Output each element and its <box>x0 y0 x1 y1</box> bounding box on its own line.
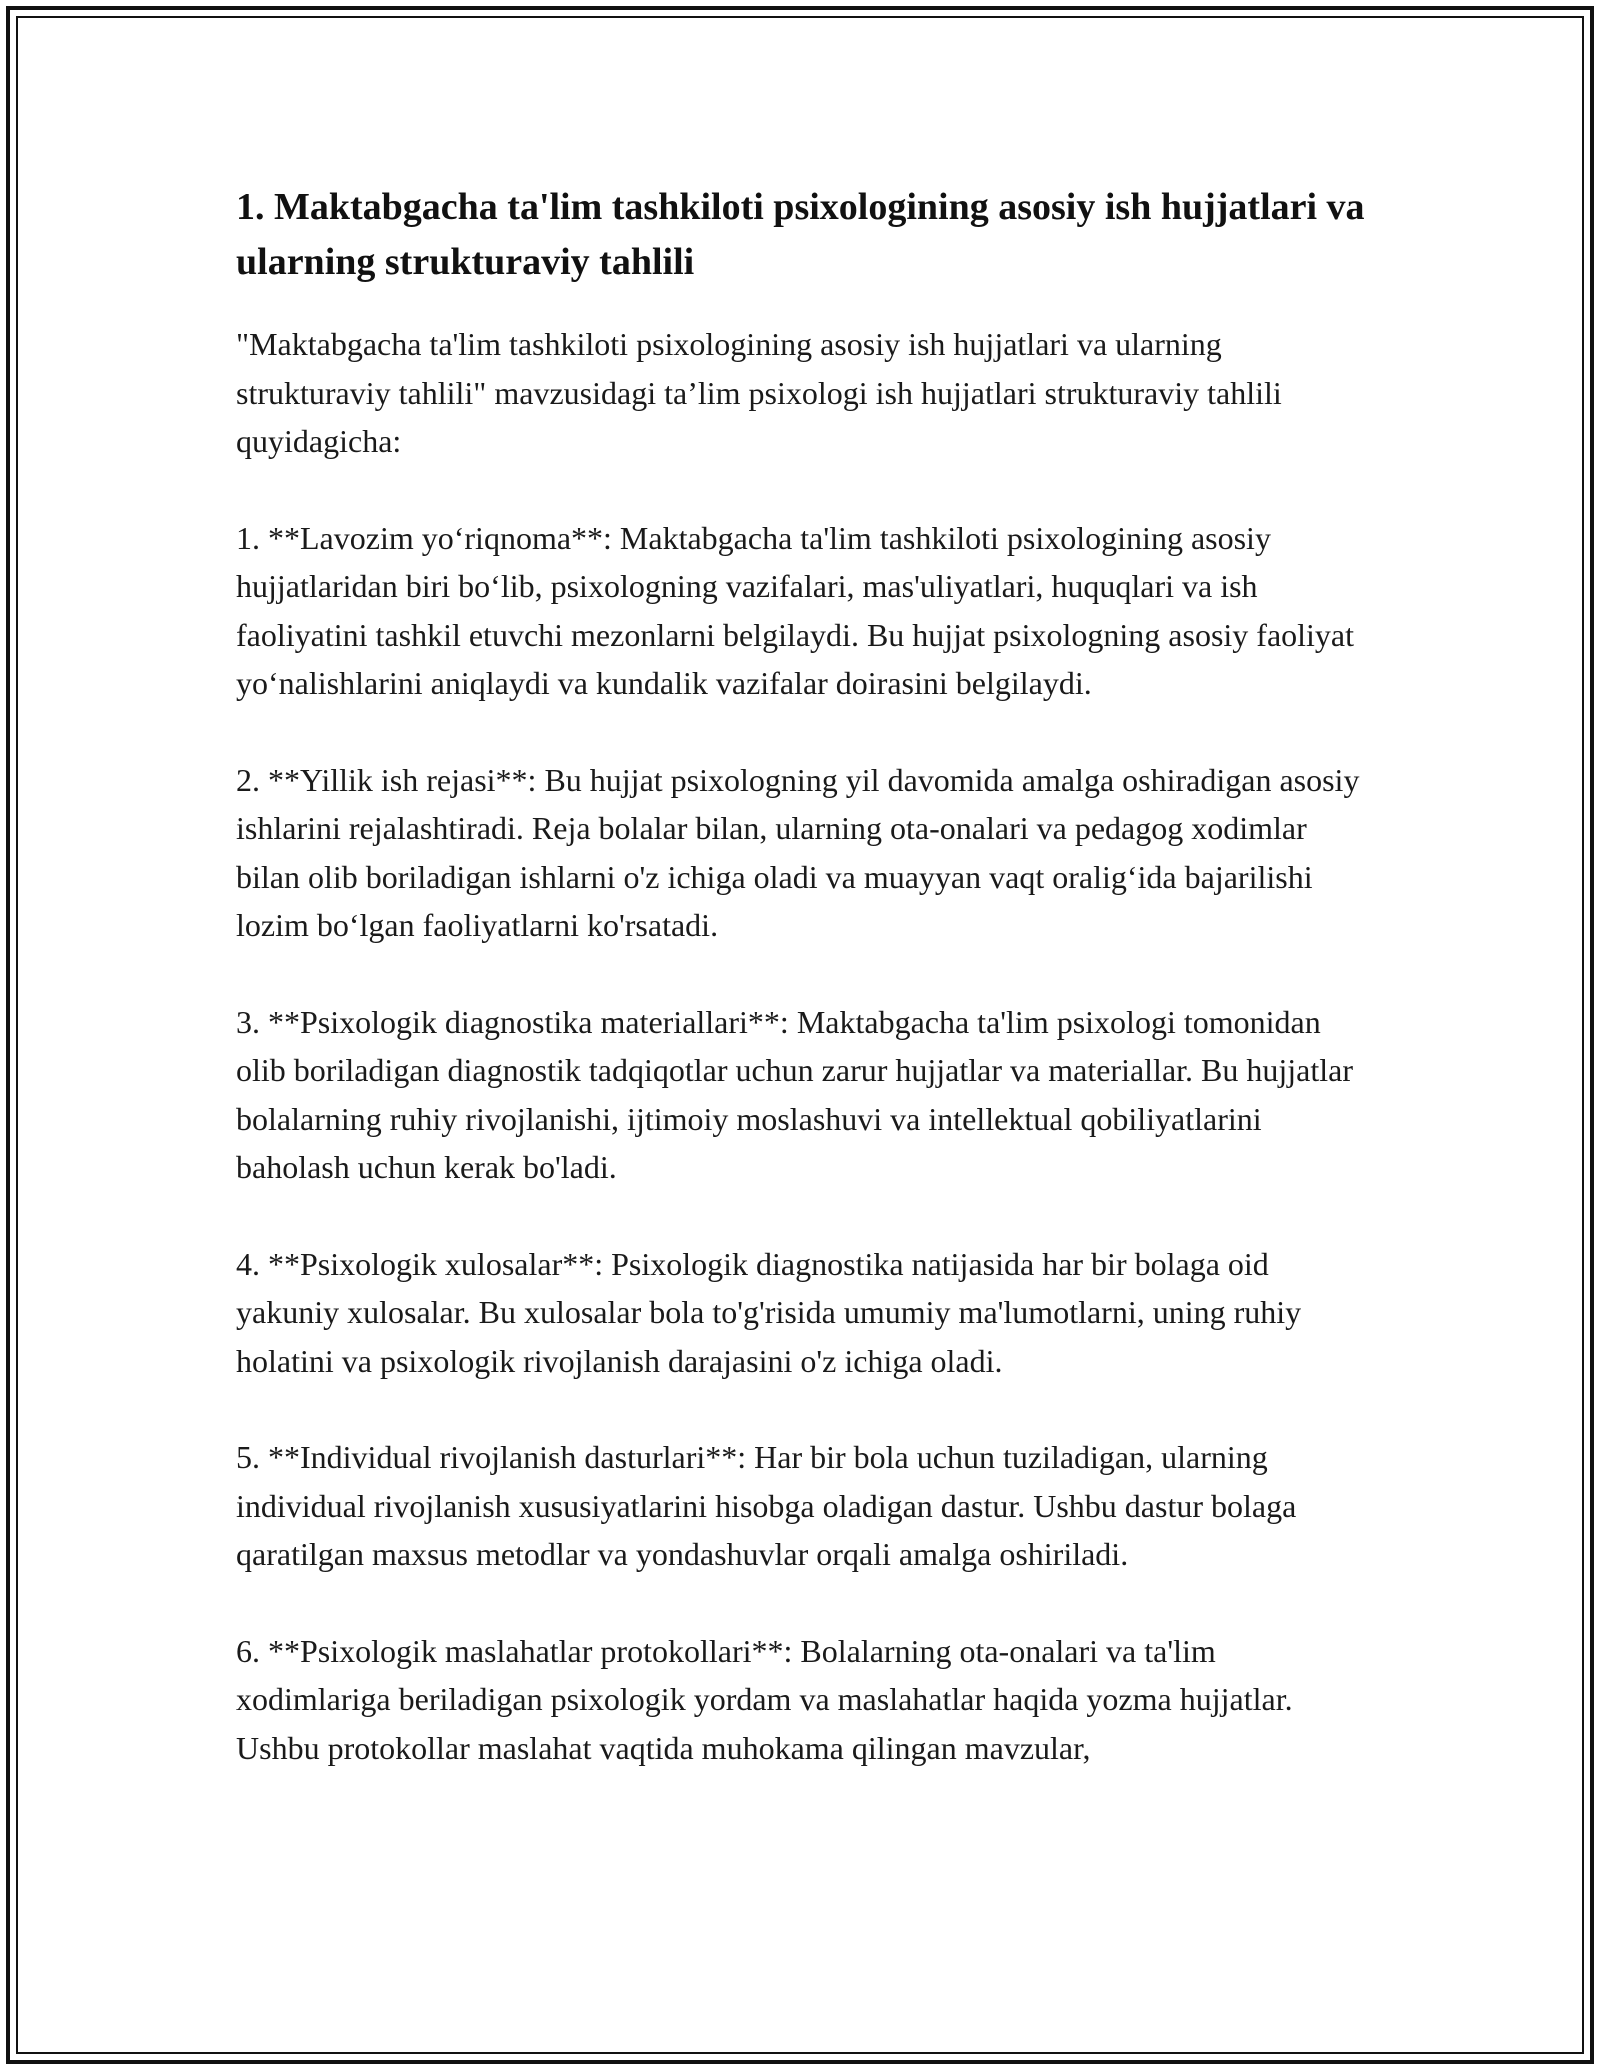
list-item-6: 6. **Psixologik maslahatlar protokollari**: Bolalarning ota-onalari va ta'lim xodimlariga beriladigan psixologik yordam va maslahatlar haqida yozma hujjatlar. Ushbu protokollar maslahat vaqtida muhokama qilingan mavzular, <box>236 1632 1293 1766</box>
list-item-1: 1. **Lavozim yo‘riqnoma**: Maktabgacha ta'lim tashkiloti psixologining asosiy hujjatlaridan biri bo‘lib, psixologning vazifalari, mas'uliyatlari, huquqlari va ish faoliyatini tashkil etuvchi mezonlarni belgilaydi. Bu hujjat psixologning asosiy faoliyat yo‘nalishlarini aniqlaydi va kundalik vazifalar doirasini belgilaydi. <box>236 519 1355 701</box>
list-item-5: 5. **Individual rivojlanish dasturlari**: Har bir bola uchun tuziladigan, ularning individual rivojlanish xususiyatlarini hisobga oladigan dastur. Ushbu dastur bolaga qaratilgan maxsus metodlar va yondashuvlar orqali amalga oshiriladi. <box>236 1439 1297 1572</box>
list-item-2: 2. **Yillik ish rejasi**: Bu hujjat psixologning yil davomida amalga oshiradigan asosiy ishlarini rejalashtiradi. Reja bolalar bilan, ularning ota-onalari va pedagog xodimlar bilan olib boriladigan ishlarni o'z ichiga oladi va muayyan vaqt oralig‘ida bajarilishi lozim bo‘lgan faoliyatlarni ko'rsatadi. <box>236 761 1360 943</box>
list-item-3: 3. **Psixologik diagnostika materiallari**: Maktabgacha ta'lim psixologi tomonidan olib boriladigan diagnostik tadqiqotlar uchun zarur hujjatlar va materiallar. Bu hujjatlar bolalarning ruhiy rivojlanishi, ijtimoiy moslashuvi va intellektual qobiliyatlarini baholash uchun kerak bo'ladi. <box>236 1003 1353 1185</box>
document-title: 1. Maktabgacha ta'lim tashkiloti psixologining asosiy ish hujjatlari va ularning strukturaviy tahlili <box>236 186 1365 283</box>
list-item-4: 4. **Psixologik xulosalar**: Psixologik diagnostika natijasida har bir bolaga oid yakuniy xulosalar. Bu xulosalar bola to'g'risida umumiy ma'lumotlarni, uning ruhiy holatini va psixologik rivojlanish darajasini o'z ichiga oladi. <box>236 1245 1302 1379</box>
document-page <box>236 180 1376 1820</box>
intro-paragraph: "Maktabgacha ta'lim tashkiloti psixologining asosiy ish hujjatlari va ularning strukturaviy tahlili" mavzusidagi ta’lim psixologi ish hujjatlari strukturaviy tahlili quyidagicha: <box>236 326 1282 459</box>
